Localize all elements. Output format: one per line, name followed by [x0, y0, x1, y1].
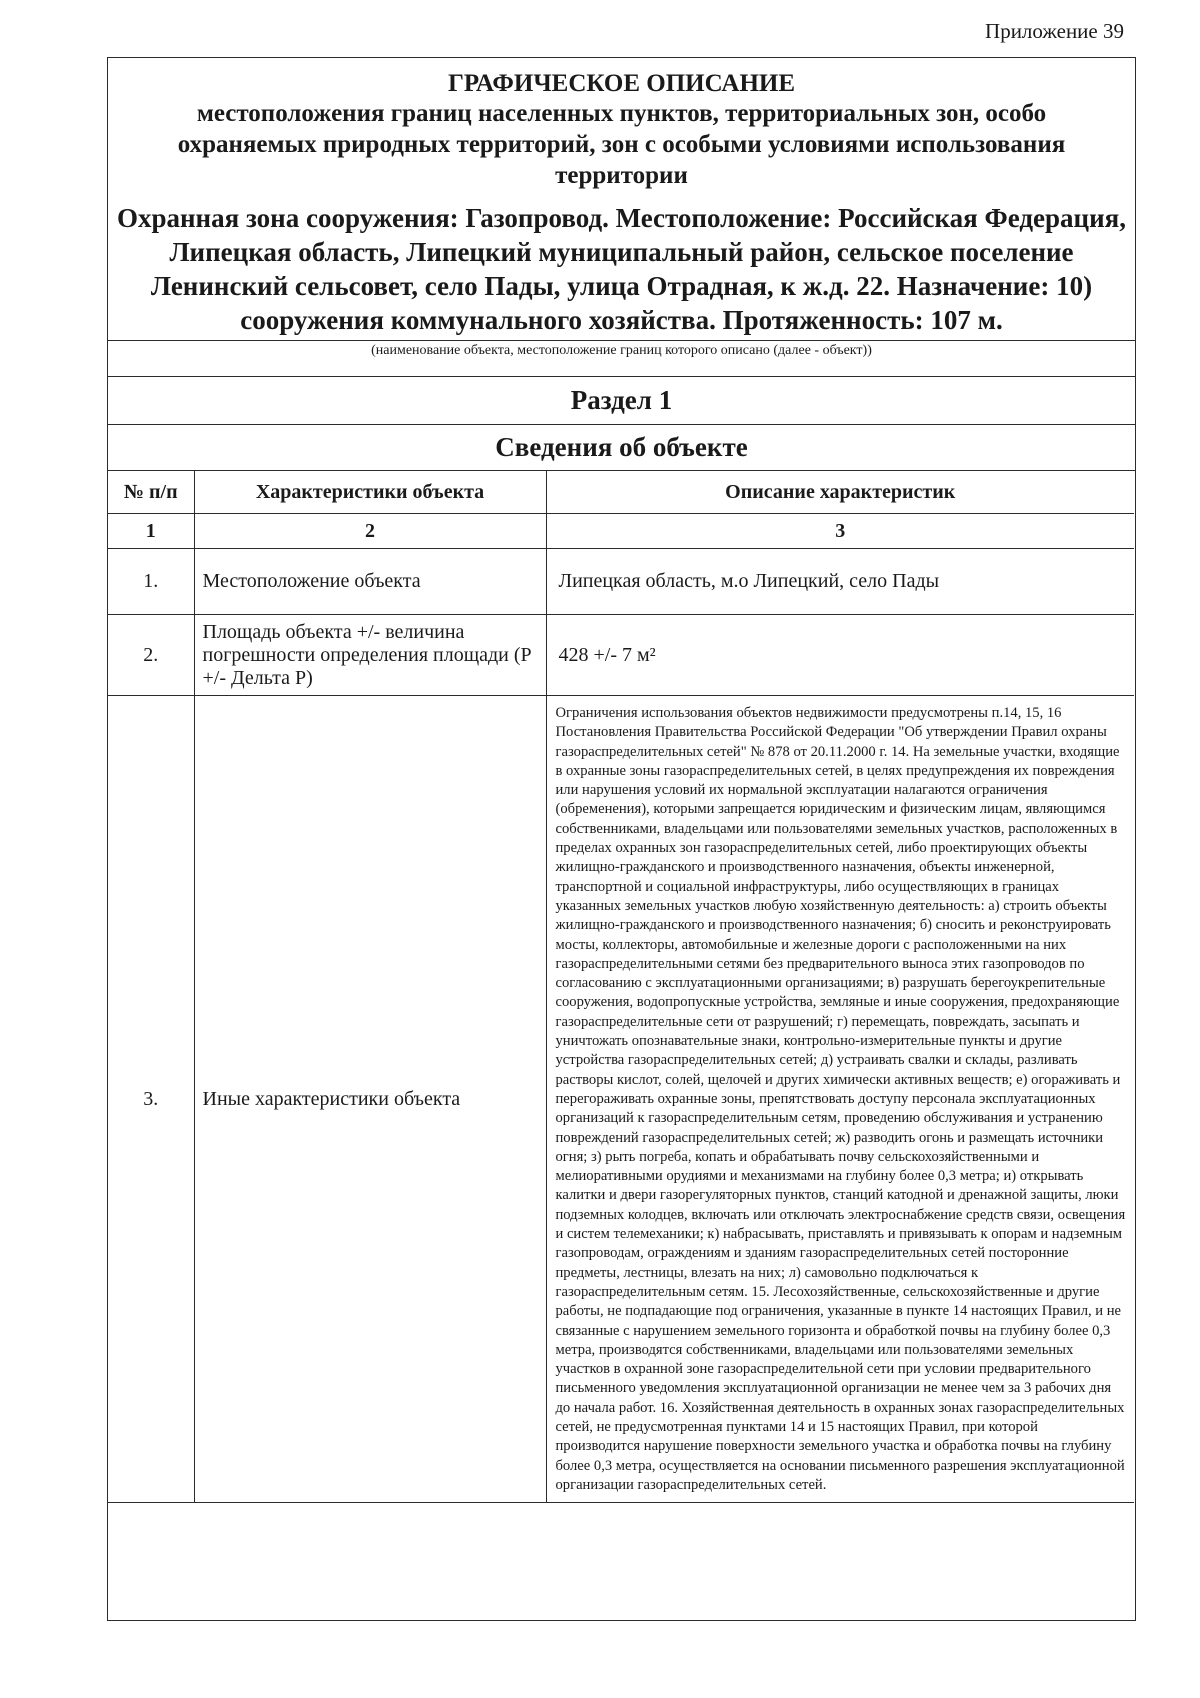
row-description: 428 +/- 7 м²: [546, 615, 1134, 696]
row-characteristic: Площадь объекта +/- величина погрешности определения площади (Р +/- Дельта Р): [194, 615, 546, 696]
column-number-1: 1: [108, 514, 194, 549]
document-title: ГРАФИЧЕСКОЕ ОПИСАНИЕ: [447, 70, 796, 97]
header-number: № п/п: [108, 471, 194, 514]
column-number-2: 2: [194, 514, 546, 549]
object-name: Охранная зона сооружения: Газопровод. Местоположение: Российская Федерация, Липецкая область, Липецкий муниципальный район, сельское поселение Ленинский сельсовет, село Пады, улица Отрадная, к ж.д. 22. Назначение: 10) сооружения коммунального хозяйства. Протяженность: 107 м.: [116, 203, 1126, 335]
row-description: Липецкая область, м.о Липецкий, село Пады: [546, 549, 1134, 615]
document-subtitle: местоположения границ населенных пунктов, территориальных зон, особо охраняемых природных территорий, зон с особыми условиями использования территории: [177, 100, 1066, 189]
row-characteristic: Местоположение объекта: [194, 549, 546, 615]
table-row: [108, 549, 1134, 615]
section-title: Раздел 1: [108, 377, 1135, 425]
row-characteristic: Иные характеристики объекта: [194, 696, 546, 1503]
row-description: Ограничения использования объектов недвижимости предусмотрены п.14, 15, 16 Постановления Правительства Российской Федерации "Об утверждении Правил охраны газораспределительных сетей" № 878 от 20.11.2000 г. 14. На земельные участки, входящие в охранные зоны газораспределительных сетей, в целях предупреждения их повреждения или нарушения условий их нормальной эксплуатации налагаются ограничения (обременения), которыми запрещается юридическим и физическим лицам, являющимся собственниками, владельцами или пользователями земельных участков, расположенных в пределах охранных зон газораспределительных сетей, либо проектирующих объекты жилищно-гражданского и производственного назначения, объекты инженерной, транспортной и социальной инфраструктуры, либо осуществляющих в границах указанных земельных участков любую хозяйственную деятельность: а) строить объекты жилищно-гражданского и производственного назначения; б) сносить и реконструировать мосты, коллекторы, автомобильные и железные дороги с расположенными на них газораспределительными сетями без предварительного выноса этих газопроводов по согласованию с эксплуатационными организациями; в) разрушать берегоукрепительные сооружения, водопропускные устройства, земляные и иные сооружения, предохраняющие газораспределительные сети от разрушений; г) перемещать, повреждать, засыпать и уничтожать опознавательные знаки, контрольно-измерительные пункты и другие устройства газораспределительных сетей; д) устраивать свалки и склады, разливать растворы кислот, солей, щелочей и других химически активных веществ; е) огораживать и перегораживать охранные зоны, препятствовать доступу персонала эксплуатационных организаций к газораспределительным сетям, проведению обслуживания и устранению повреждений газораспределительных сетей; ж) разводить огонь и размещать источники огня; з) рыть погреба, копать и обрабатывать почву сельскохозяйственными и мелиоративными орудиями и механизмами на глубину более 0,3 метра; и) открывать калитки и двери газорегуляторных пунктов, станций катодной и дренажной защиты, люки подземных колодцев, включать или отключать электроснабжение средств связи, освещения и систем телемеханики; к) набрасывать, приставлять и привязывать к опорам и надземным газопроводам, ограждениям и зданиям газораспределительных сетей посторонние предметы, лестницы, влезать на них; л) самовольно подключаться к газораспределительным сетям. 15. Лесохозяйственные, сельскохозяйственные и другие работы, не подпадающие под ограничения, указанные в пункте 14 настоящих Правил, и не связанные с нарушением земельного горизонта и обработкой почвы на глубину более 0,3 метра, производятся собственниками, владельцами или пользователями земельных участков в охранной зоне газораспределительной сети при условии предварительного письменного уведомления эксплуатационной организации не менее чем за 3 рабочих дня до начала работ. 16. Хозяйственная деятельность в охранных зонах газораспределительных сетей, не предусмотренная пунктами 14 и 15 настоящих Правил, при которой производится нарушение поверхности земельного участка и обработка почвы на глубину более 0,3 метра, осуществляется на основании письменного разрешения эксплуатационной организации газораспределительных сетей.: [546, 696, 1134, 1503]
row-number: 2.: [108, 615, 194, 696]
object-details-table: [108, 471, 1134, 1503]
header-characteristic: Характеристики объекта: [194, 471, 546, 514]
column-number-row: [108, 514, 1134, 549]
table-row: [108, 615, 1134, 696]
appendix-label: Приложение 39: [985, 19, 1124, 43]
document-frame: [107, 57, 1136, 1621]
row-number: 1.: [108, 549, 194, 615]
document-header: [108, 58, 1135, 341]
table-header-row: [108, 471, 1134, 514]
row-number: 3.: [108, 696, 194, 1503]
object-name-caption: (наименование объекта, местоположение границ которого описано (далее - объект)): [108, 341, 1135, 377]
column-number-3: 3: [546, 514, 1134, 549]
table-row: [108, 696, 1134, 1503]
header-description: Описание характеристик: [546, 471, 1134, 514]
section-subtitle: Сведения об объекте: [108, 425, 1135, 471]
